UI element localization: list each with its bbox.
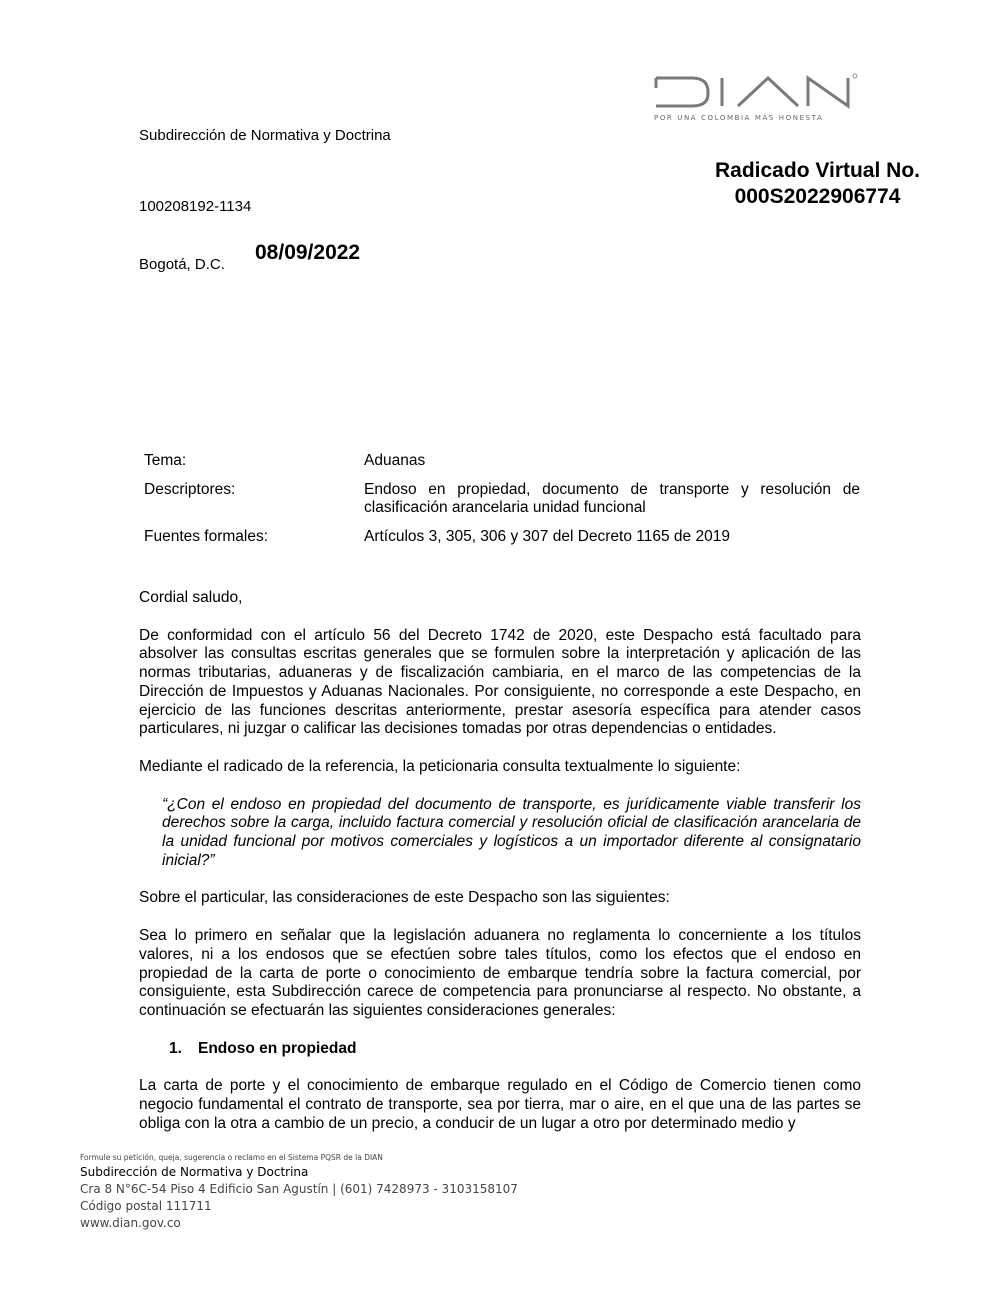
dian-logo bbox=[652, 70, 862, 126]
document-date: 08/09/2022 bbox=[255, 241, 361, 264]
descriptores-value: Endoso en propiedad, documento de transporte y resolución de clasificación arancelaria unidad funcional bbox=[364, 480, 860, 516]
descriptores-row bbox=[144, 481, 860, 518]
footer-postal-code: Código postal 111711 bbox=[80, 1199, 212, 1213]
letter-body bbox=[139, 589, 861, 1152]
radicado-number: 000S2022906774 bbox=[734, 185, 901, 208]
radicado-label: Radicado Virtual No. bbox=[715, 159, 920, 182]
tema-label: Tema: bbox=[144, 452, 187, 469]
descriptores-label: Descriptores: bbox=[144, 480, 236, 498]
section-title: Endoso en propiedad bbox=[198, 1039, 357, 1057]
fuentes-row bbox=[144, 528, 860, 547]
logo-tagline: POR UNA COLOMBIA MÁS HONESTA bbox=[654, 114, 824, 122]
quoted-question: “¿Con el endoso en propiedad del documento de transporte, es jurídicamente viable transferir los derechos sobre la carga, incluido factura comercial y resolución oficial de clasificación arancelaria de la unidad funcional por motivos comerciales y logísticos a un importador diferente al consignatario inicial?” bbox=[162, 795, 861, 869]
footer bbox=[80, 1153, 518, 1233]
paragraph-first-point: Sea lo primero en señalar que la legislación aduanera no reglamenta lo concerniente a los títulos valores, ni a los endosos que se efectúen sobre tales títulos, como los efectos que el endoso en propiedad de la carta de porte o conocimiento de embarque tendría sobre la factura comercial, por consiguiente, esta Subdirección carece de competencia para pronunciarse al respecto. No obstante, a continuación se efectuarán las siguientes consideraciones generales: bbox=[139, 927, 861, 1019]
place: Bogotá, D.C. bbox=[139, 256, 225, 273]
radicado-block bbox=[690, 158, 945, 210]
subject-table bbox=[144, 452, 860, 556]
paragraph-carta-de-porte: La carta de porte y el conocimiento de embarque regulado en el Código de Comercio tienen como negocio fundamental el contrato de transporte, sea por tierra, mar o aire, en el que una de las partes se obliga con la otra a cambio de un precio, a conducir de un lugar a otro por determinado medio y bbox=[139, 1077, 861, 1132]
greeting: Cordial saludo, bbox=[139, 589, 243, 606]
footer-pqsr-note: Formule su petición, queja, sugerencia o reclamo en el Sistema PQSR de la DIAN bbox=[80, 1153, 383, 1162]
paragraph-considerations: Sobre el particular, las consideraciones de este Despacho son las siguientes: bbox=[139, 889, 670, 907]
tema-row bbox=[144, 452, 860, 471]
paragraph-competence: De conformidad con el artículo 56 del Decreto 1742 de 2020, este Despacho está facultado para absolver las consultas escritas generales que se formulen sobre la interpretación y aplicación de las normas tributarias, aduaneras y de fiscalización cambiaria, en el marco de las competencias de la Dirección de Impuestos y Aduanas Nacionales. Por consiguiente, no corresponde a este Despacho, en ejercicio de las funciones descritas anteriormente, prestar asesoría específica para atender casos particulares, ni juzgar o calificar las decisiones tomadas por otras dependencias o entidades. bbox=[139, 626, 861, 738]
section-number: 1. bbox=[169, 1039, 182, 1057]
fuentes-value: Artículos 3, 305, 306 y 307 del Decreto 1165 de 2019 bbox=[364, 527, 730, 545]
section-heading bbox=[169, 1040, 861, 1059]
tema-value: Aduanas bbox=[364, 452, 426, 469]
paragraph-request: Mediante el radicado de la referencia, la peticionaria consulta textualmente lo siguiente: bbox=[139, 757, 741, 775]
fuentes-label: Fuentes formales: bbox=[144, 527, 269, 545]
footer-office: Subdirección de Normativa y Doctrina bbox=[80, 1165, 309, 1179]
footer-website-link[interactable]: www.dian.gov.co bbox=[80, 1216, 181, 1230]
office-name: Subdirección de Normativa y Doctrina bbox=[139, 127, 391, 144]
reference-number: 100208192-1134 bbox=[139, 198, 252, 215]
footer-address: Cra 8 N°6C-54 Piso 4 Edificio San Agustín | (601) 7428973 - 3103158107 bbox=[80, 1182, 518, 1196]
